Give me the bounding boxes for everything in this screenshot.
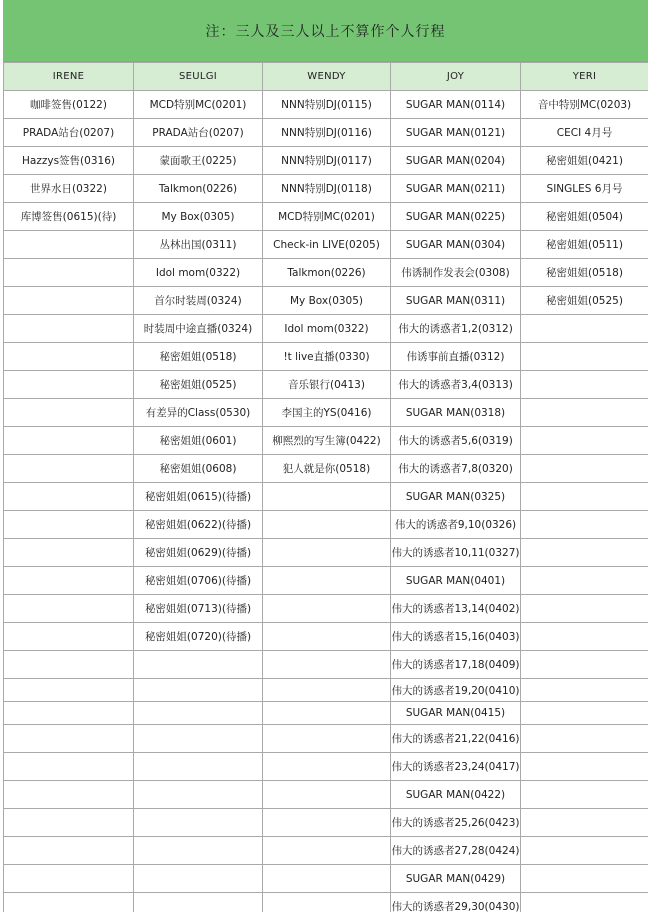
table-cell: 伟诱制作发表会(0308) [391,259,521,287]
table-cell [263,725,391,753]
table-cell: Check-in LIVE(0205) [263,231,391,259]
table-row [4,623,649,651]
table-cell [521,753,649,781]
table-cell [521,539,649,567]
table-row [4,203,649,231]
table-cell: 伟大的诱惑者21,22(0416) [391,725,521,753]
table-row [4,651,649,679]
table-cell: 伟诱事前直播(0312) [391,343,521,371]
table-cell [521,809,649,837]
table-cell: 伟大的诱惑者10,11(0327) [391,539,521,567]
table-cell: 伟大的诱惑者5,6(0319) [391,427,521,455]
table-cell: Talkmon(0226) [134,175,263,203]
table-row [4,679,649,702]
table-cell: !t live直播(0330) [263,343,391,371]
table-cell [263,511,391,539]
table-cell: 首尔时装周(0324) [134,287,263,315]
table-cell: 音中特别MC(0203) [521,91,649,119]
table-cell [4,679,134,702]
table-cell [263,865,391,893]
table-row [4,837,649,865]
table-cell: 秘密姐姐(0525) [134,371,263,399]
table-cell [4,427,134,455]
table-row [4,91,649,119]
table-cell: MCD特别MC(0201) [263,203,391,231]
table-cell: 伟大的诱惑者7,8(0320) [391,455,521,483]
table-cell: 柳熙烈的写生簿(0422) [263,427,391,455]
table-cell [263,483,391,511]
table-cell: 世界水日(0322) [4,175,134,203]
table-row [4,119,649,147]
table-cell [263,893,391,912]
table-row [4,399,649,427]
table-cell: 丛林出国(0311) [134,231,263,259]
table-cell [263,837,391,865]
table-cell [521,702,649,725]
table-cell [4,725,134,753]
table-cell [134,679,263,702]
column-header-wendy: WENDY [263,63,391,91]
table-cell: 伟大的诱惑者23,24(0417) [391,753,521,781]
table-cell [521,511,649,539]
table-row [4,809,649,837]
table-cell: NNN特别DJ(0117) [263,147,391,175]
table-cell: NNN特别DJ(0115) [263,91,391,119]
table-cell: 伟大的诱惑者29,30(0430) [391,893,521,912]
table-cell: 伟大的诱惑者25,26(0423) [391,809,521,837]
table-cell [4,539,134,567]
table-cell [263,809,391,837]
table-cell [263,623,391,651]
table-row [4,595,649,623]
table-row [4,567,649,595]
table-cell [4,511,134,539]
table-cell: 时装周中途直播(0324) [134,315,263,343]
table-cell: NNN特别DJ(0116) [263,119,391,147]
table-cell: 秘密姐姐(0713)(待播) [134,595,263,623]
table-cell: 伟大的诱惑者13,14(0402) [391,595,521,623]
table-cell [521,725,649,753]
table-cell [263,539,391,567]
table-cell: 李国主的YS(0416) [263,399,391,427]
table-cell [521,651,649,679]
table-cell: SUGAR MAN(0225) [391,203,521,231]
table-cell: PRADA站台(0207) [4,119,134,147]
table-row [4,865,649,893]
table-cell [4,315,134,343]
table-cell [4,865,134,893]
table-cell [134,781,263,809]
table-cell [4,399,134,427]
table-row [4,287,649,315]
table-cell: 秘密姐姐(0629)(待播) [134,539,263,567]
table-cell [263,651,391,679]
table-cell: 蒙面歌王(0225) [134,147,263,175]
table-cell [4,595,134,623]
table-row [4,781,649,809]
table-cell: CECI 4月号 [521,119,649,147]
table-cell [4,651,134,679]
schedule-table [3,62,648,912]
table-cell: SUGAR MAN(0401) [391,567,521,595]
table-row [4,753,649,781]
table-cell: 有差异的Class(0530) [134,399,263,427]
table-cell: 秘密姐姐(0601) [134,427,263,455]
table-cell: 伟大的诱惑者19,20(0410) [391,679,521,702]
table-cell: 秘密姐姐(0720)(待播) [134,623,263,651]
column-header-yeri: YERI [521,63,649,91]
table-cell [134,865,263,893]
table-cell: SUGAR MAN(0204) [391,147,521,175]
table-cell: NNN特别DJ(0118) [263,175,391,203]
table-cell [521,455,649,483]
table-body [4,91,649,912]
table-cell [521,427,649,455]
table-cell [4,567,134,595]
table-cell [521,567,649,595]
table-cell: 伟大的诱惑者1,2(0312) [391,315,521,343]
table-cell: 伟大的诱惑者3,4(0313) [391,371,521,399]
table-row [4,343,649,371]
header-row [4,63,649,91]
table-cell: PRADA站台(0207) [134,119,263,147]
table-cell: 秘密姐姐(0525) [521,287,649,315]
column-header-seulgi: SEULGI [134,63,263,91]
table-cell [263,702,391,725]
table-cell: 秘密姐姐(0421) [521,147,649,175]
table-cell [521,371,649,399]
table-cell: My Box(0305) [134,203,263,231]
table-cell [134,837,263,865]
table-cell: 秘密姐姐(0511) [521,231,649,259]
table-cell [4,483,134,511]
table-cell [4,231,134,259]
table-cell [4,702,134,725]
table-row [4,539,649,567]
table-cell [4,259,134,287]
table-cell [4,343,134,371]
table-cell: 咖啡签售(0122) [4,91,134,119]
table-cell: SUGAR MAN(0318) [391,399,521,427]
table-cell [134,725,263,753]
table-row [4,483,649,511]
table-cell: SUGAR MAN(0311) [391,287,521,315]
table-cell: 犯人就是你(0518) [263,455,391,483]
table-row [4,893,649,912]
table-cell [521,837,649,865]
table-cell: MCD特别MC(0201) [134,91,263,119]
table-cell: SUGAR MAN(0415) [391,702,521,725]
table-cell [4,893,134,912]
table-cell: 伟大的诱惑者17,18(0409) [391,651,521,679]
table-row [4,455,649,483]
table-cell: SUGAR MAN(0422) [391,781,521,809]
table-cell [521,483,649,511]
column-header-joy: JOY [391,63,521,91]
table-row [4,725,649,753]
table-cell [521,781,649,809]
table-cell: 秘密姐姐(0504) [521,203,649,231]
table-row [4,371,649,399]
table-cell [4,623,134,651]
table-cell [4,753,134,781]
table-cell: My Box(0305) [263,287,391,315]
table-cell [134,651,263,679]
table-cell: Idol mom(0322) [263,315,391,343]
table-row [4,702,649,725]
table-row [4,427,649,455]
table-cell: 伟大的诱惑者27,28(0424) [391,837,521,865]
column-header-irene: IRENE [4,63,134,91]
table-cell [134,893,263,912]
table-row [4,511,649,539]
table-cell [134,753,263,781]
table-cell [521,343,649,371]
table-cell [4,455,134,483]
table-cell [4,809,134,837]
table-cell [521,595,649,623]
table-cell: SINGLES 6月号 [521,175,649,203]
table-cell [263,567,391,595]
table-cell [4,837,134,865]
table-cell: 音乐银行(0413) [263,371,391,399]
table-cell [4,287,134,315]
table-cell: SUGAR MAN(0121) [391,119,521,147]
table-cell: 秘密姐姐(0622)(待播) [134,511,263,539]
table-cell [134,809,263,837]
table-cell: 秘密姐姐(0518) [521,259,649,287]
table-cell [263,595,391,623]
table-row [4,259,649,287]
table-cell: Talkmon(0226) [263,259,391,287]
schedule-sheet [3,0,648,912]
table-cell: 伟大的诱惑者15,16(0403) [391,623,521,651]
table-cell: 秘密姐姐(0608) [134,455,263,483]
table-cell: 秘密姐姐(0706)(待播) [134,567,263,595]
table-cell [521,399,649,427]
table-cell [4,371,134,399]
table-cell [4,781,134,809]
table-row [4,315,649,343]
table-cell: SUGAR MAN(0211) [391,175,521,203]
table-cell [263,753,391,781]
table-cell [521,893,649,912]
table-cell [263,679,391,702]
table-row [4,147,649,175]
table-cell [521,679,649,702]
table-cell [521,623,649,651]
table-cell: SUGAR MAN(0114) [391,91,521,119]
table-row [4,175,649,203]
table-cell: 秘密姐姐(0518) [134,343,263,371]
table-cell: 秘密姐姐(0615)(待播) [134,483,263,511]
table-cell: Hazzys签售(0316) [4,147,134,175]
table-cell: 伟大的诱惑者9,10(0326) [391,511,521,539]
table-cell [521,865,649,893]
table-cell: SUGAR MAN(0325) [391,483,521,511]
table-row [4,231,649,259]
sheet-title: 注：三人及三人以上不算作个人行程 [3,0,648,62]
table-cell: Idol mom(0322) [134,259,263,287]
table-cell: 库博签售(0615)(待) [4,203,134,231]
table-cell: SUGAR MAN(0429) [391,865,521,893]
table-cell: SUGAR MAN(0304) [391,231,521,259]
table-cell [521,315,649,343]
table-cell [134,702,263,725]
table-cell [263,781,391,809]
